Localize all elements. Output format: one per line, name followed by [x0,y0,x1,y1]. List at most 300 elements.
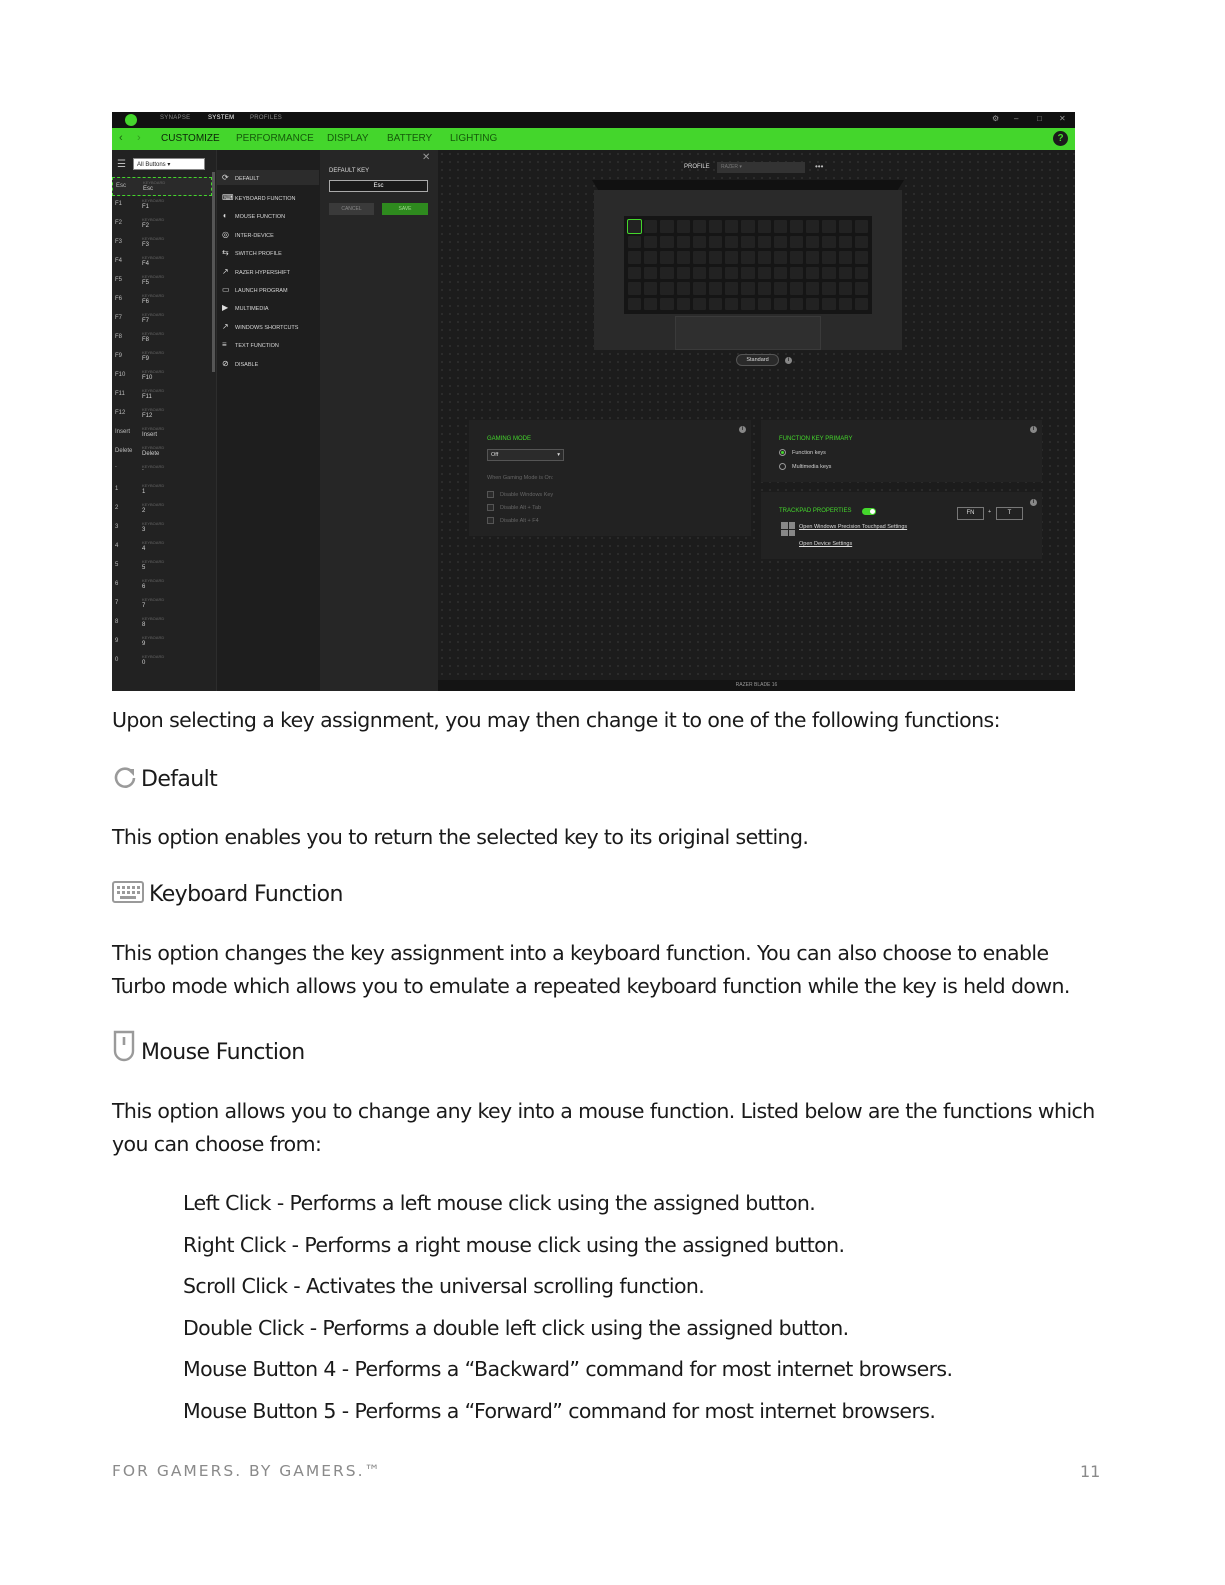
keyboard-key[interactable] [628,298,641,311]
back-arrow-icon[interactable]: ‹ [119,132,123,144]
t-key-box: T [996,507,1023,520]
keyboard-key[interactable] [806,236,819,249]
keyboard-key[interactable] [855,267,868,280]
keyboard-key[interactable] [677,282,690,295]
keyboard-key[interactable] [758,236,771,249]
refresh-icon [112,765,138,791]
key-row[interactable] [112,462,212,481]
function-item[interactable] [222,267,290,276]
key-category: KEYBOARD [142,502,165,507]
menu-icon[interactable]: ☰ [117,159,126,170]
keyboard-key[interactable] [725,298,738,311]
keyboard-key[interactable] [644,220,657,233]
function-key-title: FUNCTION KEY PRIMARY [779,436,853,442]
info-icon[interactable]: i [1030,499,1037,506]
keyboard-key[interactable] [709,220,722,233]
key-assignment: F3 [142,242,150,248]
key-row[interactable] [112,538,212,557]
key-row[interactable] [112,652,212,671]
keyboard-key[interactable] [855,251,868,264]
nav-synapse[interactable]: SYNAPSE [160,115,191,121]
function-item[interactable] [222,322,298,331]
close-panel-icon[interactable]: ✕ [422,152,431,163]
keyboard-key[interactable] [822,282,835,295]
keyboard-key[interactable] [806,267,819,280]
gaming-mode-dropdown[interactable]: Off ▾ [487,449,564,461]
info-icon[interactable]: i [785,357,792,364]
key-row[interactable] [112,519,212,538]
key-assignment: Insert [142,432,158,438]
key-assignment: F8 [142,337,150,343]
function-item[interactable] [222,359,258,368]
key-row[interactable] [112,405,212,424]
key-category: KEYBOARD [142,597,165,602]
key-category: KEYBOARD [142,236,165,241]
keyboard-key[interactable] [660,251,673,264]
function-item[interactable] [217,170,319,185]
key-name: F5 [115,277,123,283]
key-row[interactable] [112,234,212,253]
key-category: KEYBOARD [142,350,165,355]
mouse-function-item: Double Click - Performs a double left click using the assigned button. [183,1316,849,1340]
key-name: F4 [115,258,123,264]
key-category: KEYBOARD [142,635,165,640]
key-category: KEYBOARD [142,255,165,260]
help-icon[interactable]: ? [1053,131,1068,146]
keyboard-key[interactable] [709,298,722,311]
key-assignment: 1 [142,489,146,495]
section-heading-mouse: Mouse Function [141,1040,305,1065]
keyboard-key[interactable] [790,220,803,233]
key-name: F12 [115,410,126,416]
key-category: KEYBOARD [142,369,165,374]
radio-label: Function keys [792,450,826,456]
key-assignment: 2 [142,508,146,514]
keyboard-key[interactable] [644,251,657,264]
refresh-icon: ⟳ [222,173,229,182]
fn-key-box: FN [957,507,984,520]
function-label: INTER-DEVICE [235,232,274,239]
function-item[interactable] [222,303,269,312]
keyboard-key[interactable] [693,267,706,280]
page-number: 11 [1080,1462,1101,1481]
key-name: Delete [115,448,133,454]
key-name: 4 [115,543,119,549]
keyboard-key[interactable] [709,251,722,264]
section-body-default: This option enables you to return the selected key to its original setting. [112,825,809,849]
keyboard-key[interactable] [677,220,690,233]
save-button[interactable]: SAVE [382,203,428,215]
text-icon: ≡ [222,340,227,350]
keyboard-key[interactable] [644,236,657,249]
key-category: KEYBOARD [142,578,165,583]
keyboard-key[interactable] [758,298,771,311]
keyboard-key[interactable] [758,267,771,280]
profile-label: PROFILE [684,164,710,170]
keyboard-key[interactable] [790,282,803,295]
key-assignment: F4 [142,261,150,267]
keyboard-key[interactable] [628,220,641,233]
key-name: F6 [115,296,123,302]
keyboard-key[interactable] [709,236,722,249]
key-category: KEYBOARD [142,464,165,469]
keyboard-key[interactable] [790,298,803,311]
keyboard-key[interactable] [677,267,690,280]
key-category: KEYBOARD [142,331,165,336]
keyboard-key[interactable] [806,298,819,311]
key-name: F3 [115,239,123,245]
info-icon[interactable]: i [739,426,746,433]
intro-text: Upon selecting a key assignment, you may then change it to one of the following functions: [112,708,1000,732]
function-label: LAUNCH PROGRAM [235,288,288,294]
device-name: RAZER BLADE 16 [438,680,1075,691]
key-filter-value: All Buttons [137,162,166,168]
option-label: Disable Alt + Tab [500,505,542,511]
keyboard-key[interactable] [774,251,787,264]
keyboard-icon [112,881,144,903]
precision-touchpad-link[interactable]: Open Windows Precision Touchpad Settings [799,524,908,530]
keyboard-key[interactable] [822,251,835,264]
windows-icon [781,522,795,536]
keyboard-key[interactable] [839,236,852,249]
touchpad [675,316,821,350]
nav-profiles[interactable]: PROFILES [250,115,283,121]
keyboard-key[interactable] [741,236,754,249]
keyboard-key[interactable] [806,251,819,264]
key-category: KEYBOARD [142,654,165,659]
function-label: TEXT FUNCTION [235,343,279,350]
function-item[interactable] [222,230,274,239]
launch-icon: ▭ [222,285,230,294]
mouse-function-item: Left Click - Performs a left mouse click using the assigned button. [183,1191,816,1215]
key-category: KEYBOARD [142,521,165,526]
key-assignment: F10 [142,375,153,381]
keyboard-key[interactable] [660,298,673,311]
checkbox[interactable] [487,504,494,511]
keyboard-key[interactable] [693,251,706,264]
option-label: Disable Windows Key [500,492,554,498]
keyboard-key[interactable] [725,267,738,280]
key-assignment: F9 [142,356,150,362]
default-key-input[interactable]: Esc [329,180,428,192]
key-assignment: F5 [142,280,150,286]
keyboard-key[interactable] [758,220,771,233]
footer-tagline: FOR GAMERS. BY GAMERS.™ [112,1462,383,1480]
keyboard-key[interactable] [758,282,771,295]
key-name: F8 [115,334,123,340]
trackpad-toggle[interactable] [862,508,876,515]
key-row[interactable] [112,177,212,196]
tab-performance[interactable]: PERFORMANCE [236,133,314,144]
tab-lighting[interactable]: LIGHTING [450,133,498,144]
keyboard-key[interactable] [709,282,722,295]
key-row[interactable] [112,348,212,367]
keyboard-key[interactable] [839,220,852,233]
key-category: KEYBOARD [142,559,165,564]
keyboard-key[interactable] [741,251,754,264]
key-name: 5 [115,562,119,568]
keyboard-key[interactable] [790,267,803,280]
plus-sign: + [988,509,992,515]
keyboard-key[interactable] [677,236,690,249]
key-name: 8 [115,619,119,625]
key-assignment: F12 [142,413,153,419]
key-category: KEYBOARD [142,217,165,222]
key-row[interactable] [112,500,212,519]
more-options-icon[interactable]: ••• [815,162,824,171]
key-category: KEYBOARD [143,180,166,185]
keyboard-key[interactable] [660,220,673,233]
function-label: DISABLE [235,361,259,368]
keyboard-key[interactable] [774,298,787,311]
key-row[interactable] [112,310,212,329]
keyboard-key[interactable] [758,251,771,264]
keyboard-key[interactable] [822,236,835,249]
keyboard-key[interactable] [628,267,641,280]
function-item[interactable] [222,211,285,220]
keyboard-key[interactable] [774,267,787,280]
key-row[interactable] [112,272,212,291]
keyboard-key[interactable] [855,298,868,311]
multimedia-icon: ▶ [222,303,229,313]
key-row[interactable] [112,557,212,576]
key-assignment: 8 [142,622,146,628]
keyboard-key[interactable] [806,282,819,295]
function-item[interactable] [222,340,279,349]
keyboard-key[interactable] [628,251,641,264]
function-label: MOUSE FUNCTION [235,214,286,221]
keyboard-key[interactable] [693,220,706,233]
keyboard-key[interactable] [677,298,690,311]
key-row[interactable] [112,291,212,310]
mouse-icon: ◖ [222,211,227,221]
key-name: F2 [115,220,123,226]
minimize-icon[interactable]: – [1014,114,1019,123]
key-assignment: Esc [143,186,154,192]
key-name: 6 [115,581,119,587]
key-name: Esc [116,183,127,189]
key-category: KEYBOARD [142,274,165,279]
radio-function-keys[interactable] [779,449,786,456]
key-category: KEYBOARD [142,407,165,412]
key-name: 1 [115,486,119,492]
checkbox[interactable] [487,491,494,498]
keyboard-key[interactable] [660,282,673,295]
keyboard-key[interactable] [839,251,852,264]
key-assignment: 9 [142,641,146,647]
gaming-mode-title: GAMING MODE [487,436,532,442]
keyboard-key[interactable] [693,282,706,295]
key-assignment: F1 [142,204,150,210]
checkbox[interactable] [487,517,494,524]
keyboard-key[interactable] [628,282,641,295]
forward-arrow-icon[interactable]: › [137,132,141,144]
key-category: KEYBOARD [142,293,165,298]
close-icon[interactable]: ✕ [1059,114,1066,123]
trackpad-title: TRACKPAD PROPERTIES [779,508,852,514]
key-row[interactable] [112,443,212,462]
tab-battery[interactable]: BATTERY [387,133,433,144]
key-assignment: F2 [142,223,150,229]
device-settings-link[interactable]: Open Device Settings [799,541,853,547]
keyboard-key[interactable] [790,251,803,264]
hypershift-icon: ↗ [222,266,229,276]
key-name: F9 [115,353,123,359]
default-key-panel [320,150,438,691]
keyboard-key[interactable] [741,220,754,233]
keyboard-key[interactable] [660,236,673,249]
key-row[interactable] [112,576,212,595]
key-row[interactable] [112,196,212,215]
key-category: KEYBOARD [142,388,165,393]
keyboard-key[interactable] [839,282,852,295]
key-assignment: 4 [142,546,146,552]
key-row[interactable] [112,633,212,652]
keyboard-key[interactable] [725,282,738,295]
keyboard-key[interactable] [806,220,819,233]
key-name: 9 [115,638,119,644]
key-row[interactable] [112,215,212,234]
radio-multimedia-keys[interactable] [779,463,786,470]
keyboard-key[interactable] [822,298,835,311]
mouse-function-item: Mouse Button 5 - Performs a “Forward” command for most internet browsers. [183,1399,936,1423]
key-category: KEYBOARD [142,312,165,317]
inter-device-icon: ◎ [222,229,229,239]
function-label: KEYBOARD FUNCTION [235,196,296,202]
key-name: 7 [115,600,119,606]
mouse-icon [112,1030,136,1062]
key-name: F10 [115,372,126,378]
profile-value: RAZER [721,164,738,170]
mouse-function-item: Scroll Click - Activates the universal scrolling function. [183,1274,705,1298]
key-assignment: F6 [142,299,150,305]
keyboard-key[interactable] [693,236,706,249]
laptop-screen-edge [592,180,904,190]
keyboard-key[interactable] [709,267,722,280]
radio-label: Multimedia keys [792,464,832,470]
keyboard-key[interactable] [855,220,868,233]
key-row[interactable] [112,595,212,614]
key-filter-dropdown[interactable]: All Buttons ▾ [133,158,205,170]
key-name: F7 [115,315,123,321]
keyboard-key[interactable] [855,282,868,295]
section-body-keyboard: This option changes the key assignment into a keyboard function. You can also choose to enable Turbo mode which allows you to emulate a repeated keyboard function while the key is held down. [112,941,1070,998]
keyboard-key[interactable] [774,220,787,233]
option-label: Disable Alt + F4 [500,518,539,524]
keyboard-key[interactable] [660,267,673,280]
tab-display[interactable]: DISPLAY [327,133,369,144]
keyboard-key[interactable] [741,282,754,295]
key-row[interactable] [112,367,212,386]
function-item[interactable] [222,248,282,257]
function-label: MULTIMEDIA [235,306,269,313]
tab-customize[interactable]: CUSTOMIZE [161,133,220,144]
key-name: 3 [115,524,119,530]
disable-icon: ⊘ [222,358,229,368]
keyboard-key[interactable] [725,220,738,233]
standard-layout-button[interactable]: Standard [736,354,779,366]
key-assignment: 3 [142,527,146,533]
cancel-button[interactable]: CANCEL [329,203,374,215]
keyboard-key[interactable] [822,267,835,280]
key-name: 2 [115,505,119,511]
function-label: WINDOWS SHORTCUTS [235,324,299,331]
keyboard-key[interactable] [774,282,787,295]
key-name: 0 [115,657,119,663]
key-row[interactable] [112,614,212,633]
mouse-function-item: Right Click - Performs a right mouse click using the assigned button. [183,1233,845,1257]
razer-logo-icon [125,114,137,126]
function-item[interactable] [222,285,288,294]
keyboard-key[interactable] [822,220,835,233]
keyboard-key[interactable] [741,267,754,280]
key-category: KEYBOARD [142,445,165,450]
function-label: RAZER HYPERSHIFT [235,269,291,276]
key-assignment: 7 [142,603,146,609]
keyboard-key[interactable] [790,236,803,249]
keyboard-key[interactable] [693,298,706,311]
profile-dropdown[interactable]: RAZER ▾ [717,162,805,173]
section-body-mouse: This option allows you to change any key into a mouse function. Listed below are the functions which you can choose from: [112,1099,1095,1156]
key-row[interactable] [112,329,212,348]
maximize-icon[interactable]: □ [1037,114,1042,123]
function-label: SWITCH PROFILE [235,251,282,258]
key-category: KEYBOARD [142,483,165,488]
keyboard-key[interactable] [725,251,738,264]
key-assignment: F11 [142,394,152,400]
function-item[interactable] [222,193,296,202]
keyboard-key[interactable] [644,267,657,280]
section-heading-default: Default [141,767,218,792]
key-name: F1 [115,201,123,207]
keyboard-key[interactable] [855,236,868,249]
keyboard-key[interactable] [839,298,852,311]
keyboard-key[interactable] [725,236,738,249]
gaming-mode-value: Off [491,452,499,458]
keyboard-key[interactable] [741,298,754,311]
key-row[interactable] [112,386,212,405]
keyboard-key[interactable] [644,282,657,295]
mouse-function-item: Mouse Button 4 - Performs a “Backward” command for most internet browsers. [183,1357,953,1381]
keyboard-key[interactable] [774,236,787,249]
key-name: Insert [115,429,131,435]
switch-icon: ⇆ [222,248,229,258]
key-row[interactable] [112,424,212,443]
key-row[interactable] [112,481,212,500]
nav-system[interactable]: SYSTEM [208,115,235,121]
settings-icon[interactable]: ⚙ [992,114,1000,123]
key-list-scrollbar[interactable] [212,172,215,372]
section-heading-keyboard: Keyboard Function [149,882,343,907]
keyboard-map[interactable] [624,216,872,314]
keyboard-key[interactable] [677,251,690,264]
key-assignment: ` [142,470,144,476]
keyboard-key[interactable] [839,267,852,280]
key-row[interactable] [112,253,212,272]
key-category: KEYBOARD [142,198,165,203]
key-assignment: 5 [142,565,146,571]
keyboard-key[interactable] [644,298,657,311]
key-category: KEYBOARD [142,540,165,545]
key-assignment: 6 [142,584,146,590]
info-icon[interactable]: i [1030,426,1037,433]
key-category: KEYBOARD [142,616,165,621]
keyboard-key[interactable] [628,236,641,249]
key-name: F11 [115,391,125,397]
gaming-mode-when-label: When Gaming Mode is On: [487,475,554,481]
shortcut-icon: ↗ [222,321,229,331]
key-name: ` [115,467,117,473]
